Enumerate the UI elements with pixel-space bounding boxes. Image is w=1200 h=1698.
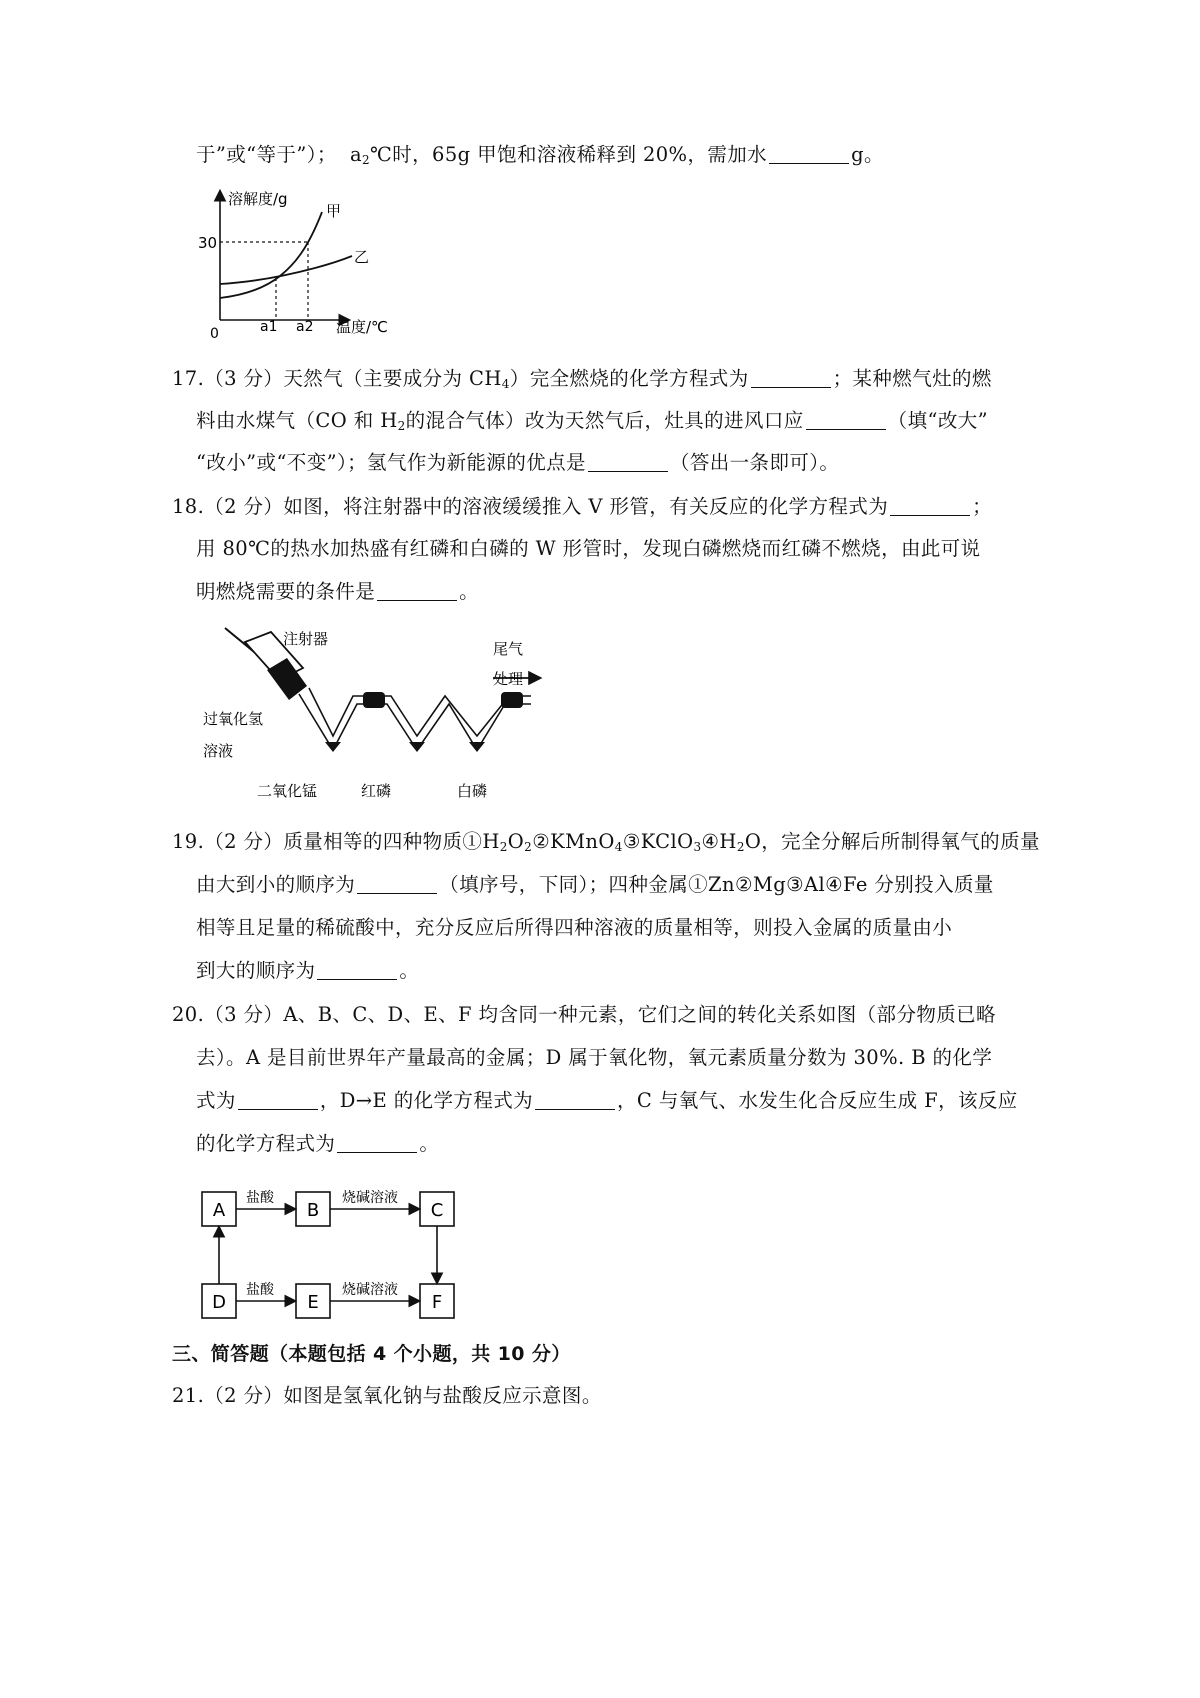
red-phosphorus-label: 红磷 — [361, 782, 392, 800]
q20-line-1: 20.（3 分）A、B、C、D、E、F 均含同一种元素，它们之间的转化关系如图（部分物质已略 — [172, 1003, 996, 1026]
conversion-diagram — [190, 1176, 480, 1326]
curve-jia — [220, 212, 322, 298]
section-heading: 三、简答题（本题包括 4 个小题，共 10 分） — [172, 1343, 571, 1365]
answer-blank[interactable] — [769, 162, 849, 164]
x-axis-label: 温度/℃ — [336, 318, 388, 336]
q16-line-1: 于”或“等于”）； $a_2℃$时，65g 甲饱和溶液稀释到 20%，需加水 g。 — [196, 143, 884, 167]
reagent-naoh-top: 烧碱溶液 — [342, 1190, 398, 1206]
answer-blank[interactable] — [806, 428, 886, 430]
node-f-label: F — [431, 1292, 443, 1313]
tail-gas-label-2: 处理 — [493, 670, 524, 688]
node-b-label: B — [306, 1200, 320, 1221]
q20-line-3: 式为 ，D→E 的化学方程式为 ，C 与氧气、水发生化合反应生成 F，该反应 — [196, 1089, 1018, 1112]
white-phosphorus-label: 白磷 — [457, 782, 488, 800]
q17-line-1: 17.（3 分）天然气（主要成分为 $CH_4$）完全燃烧的化学方程式为 ；某种燃气灶的燃 — [172, 367, 992, 391]
mno2-solid-icon — [325, 742, 341, 752]
q18-line-1: 18.（2 分）如图，将注射器中的溶液缓缓推入 V 形管，有关反应的化学方程式为 ； — [172, 495, 993, 518]
answer-blank[interactable] — [357, 892, 437, 894]
tail-gas-label-1: 尾气 — [493, 640, 524, 658]
q20-line-2: 去）。A 是目前世界年产量最高的金属；D 属于氧化物，氧元素质量分数为 30%. B 的化学 — [196, 1046, 993, 1069]
y-tick-30: 30 — [198, 234, 218, 252]
node-c-label: C — [430, 1200, 444, 1221]
answer-blank[interactable] — [238, 1108, 318, 1110]
q20-line-4: 的化学方程式为 。 — [196, 1132, 440, 1155]
q17-line-3: “改小”或“不变”）；氢气作为新能源的优点是 （答出一条即可）。 — [196, 451, 840, 474]
h2o2-label-2: 溶液 — [203, 742, 234, 760]
q18-line-3: 明燃烧需要的条件是 。 — [196, 580, 480, 603]
w-tube-apparatus — [195, 620, 555, 810]
node-e-label: E — [307, 1292, 319, 1313]
mno2-label: 二氧化锰 — [257, 782, 318, 800]
answer-blank[interactable] — [890, 514, 970, 516]
q19-line-2: 由大到小的顺序为 （填序号，下同）；四种金属①Zn②Mg③Al④Fe 分别投入质量 — [196, 873, 994, 896]
w-tube-icon — [299, 688, 531, 750]
q18-line-2: 用 80℃的热水加热盛有红磷和白磷的 W 形管时，发现白磷燃烧而红磷不燃烧，由此可说 — [196, 537, 981, 560]
h2o2-label-1: 过氧化氢 — [203, 710, 264, 728]
answer-blank[interactable] — [337, 1151, 417, 1153]
solubility-chart — [190, 180, 430, 350]
q19-line-3: 相等且足量的稀硫酸中，充分反应后所得四种溶液的质量相等，则投入金属的质量由小 — [196, 916, 953, 939]
curve-jia-label: 甲 — [326, 202, 342, 220]
answer-blank[interactable] — [377, 599, 457, 601]
x-tick-a2: a2 — [296, 319, 314, 335]
answer-blank[interactable] — [317, 978, 397, 980]
node-a-label: A — [212, 1200, 226, 1221]
curve-yi-label: 乙 — [354, 248, 370, 266]
y-axis-label: 溶解度/g — [228, 190, 288, 208]
answer-blank[interactable] — [535, 1108, 615, 1110]
reagent-hcl-top: 盐酸 — [246, 1190, 274, 1206]
node-d-label: D — [212, 1292, 226, 1313]
reagent-hcl-bottom: 盐酸 — [246, 1282, 274, 1298]
origin-label: 0 — [210, 326, 219, 342]
rubber-connector-icon — [501, 692, 523, 708]
x-tick-a1: a1 — [260, 319, 278, 335]
q19-line-1: 19.（2 分）质量相等的四种物质$①H_2O_2②KMnO_4③KClO_3④H_2O$，完全分解后所制得氧气的质量 — [172, 830, 1040, 854]
white-phosphorus-icon — [469, 742, 485, 752]
q19-line-4: 到大的顺序为 。 — [196, 959, 420, 982]
rubber-connector-icon — [363, 692, 385, 708]
syringe-label: 注射器 — [283, 630, 329, 648]
q17-line-2: 料由水煤气（CO 和 $H_2$的混合气体）改为天然气后，灶具的进风口应 （填“改大” — [196, 409, 989, 433]
answer-blank[interactable] — [751, 386, 831, 388]
q21-line-1: 21.（2 分）如图是氢氧化钠与盐酸反应示意图。 — [172, 1384, 602, 1407]
reagent-naoh-bottom: 烧碱溶液 — [342, 1282, 398, 1298]
answer-blank[interactable] — [588, 470, 668, 472]
red-phosphorus-icon — [409, 742, 425, 752]
